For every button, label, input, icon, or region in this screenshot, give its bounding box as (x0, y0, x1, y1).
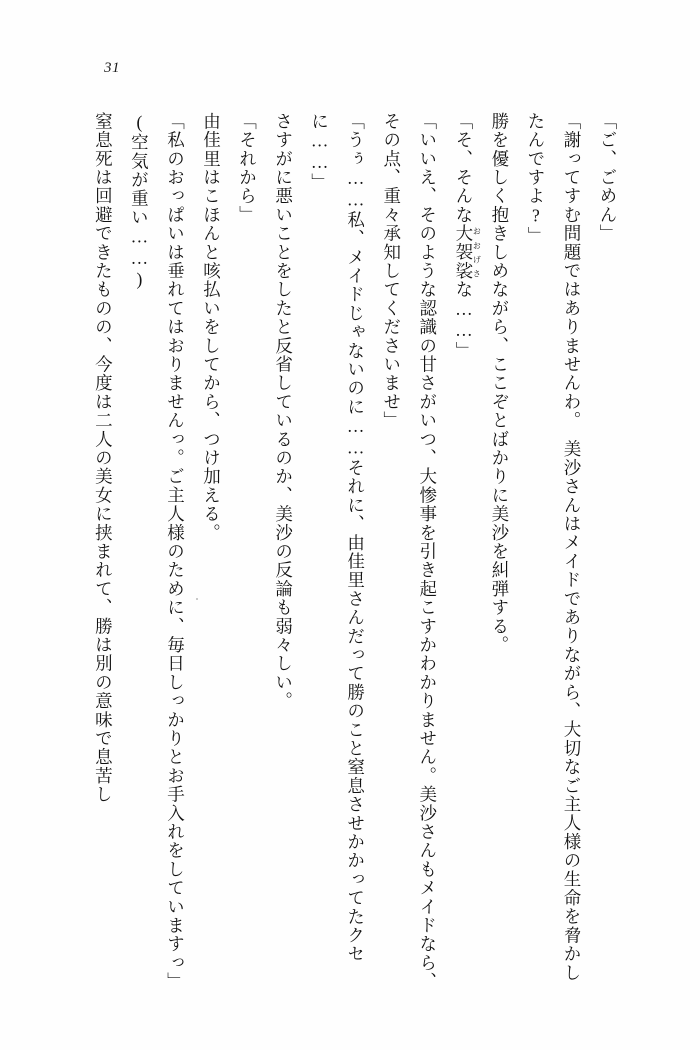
vertical-text-body (66, 112, 626, 992)
paragraph-dialogue-3: 「そ、そんな大袈裟おおげさな……」 (453, 112, 482, 361)
paragraph-narration-4: (空気が重い……) (129, 112, 150, 291)
paragraph-narration-5: 窒息死は回避できたものの、今度は二人の美女に挟まれて、勝は別の意味で息苦し (93, 112, 114, 804)
paragraph-dialogue-4: 「いいえ、そのような認識の甘さがいつ、大惨事を引き起こすかわかりません。美沙さんもメイドなら、その点、重々承知してくださいませ」 (381, 112, 438, 991)
paper-speck (196, 598, 198, 600)
paragraph-dialogue-5: 「うぅ……私、メイドじゃないのに……それに、由佳里さんだって勝のこと窒息させかかってたクセに……」 (309, 112, 366, 964)
page-number: 31 (104, 60, 120, 76)
paragraph-narration-3: 由佳里はこほんと咳払いをしてから、つけ加える。 (201, 112, 222, 543)
paragraph-dialogue-6: 「それから」 (237, 112, 258, 225)
paragraph-narration-2: さすがに悪いことをしたと反省しているのか、美沙の反論も弱々しい。 (273, 112, 294, 711)
paragraph-dialogue-1: 「ご、ごめん」 (598, 112, 618, 243)
paragraph-dialogue-7: 「私のおっぱいは垂れてはおりませんっ。ご主人様のために、毎日しっかりとお手入れをしていますっ」 (165, 112, 186, 991)
ruby-oogesa: 大袈裟おおげさ (453, 224, 482, 281)
paragraph-dialogue-2: 「謝ってすむ問題ではありませんわ。 美沙さんはメイドでありながら、大切なご主人様の生命を脅かしたんですよ?」 (525, 112, 582, 983)
paragraph-narration-1: 勝を優しく抱きしめながら、ここぞとばかりに美沙を糾弾する。 (489, 112, 510, 655)
